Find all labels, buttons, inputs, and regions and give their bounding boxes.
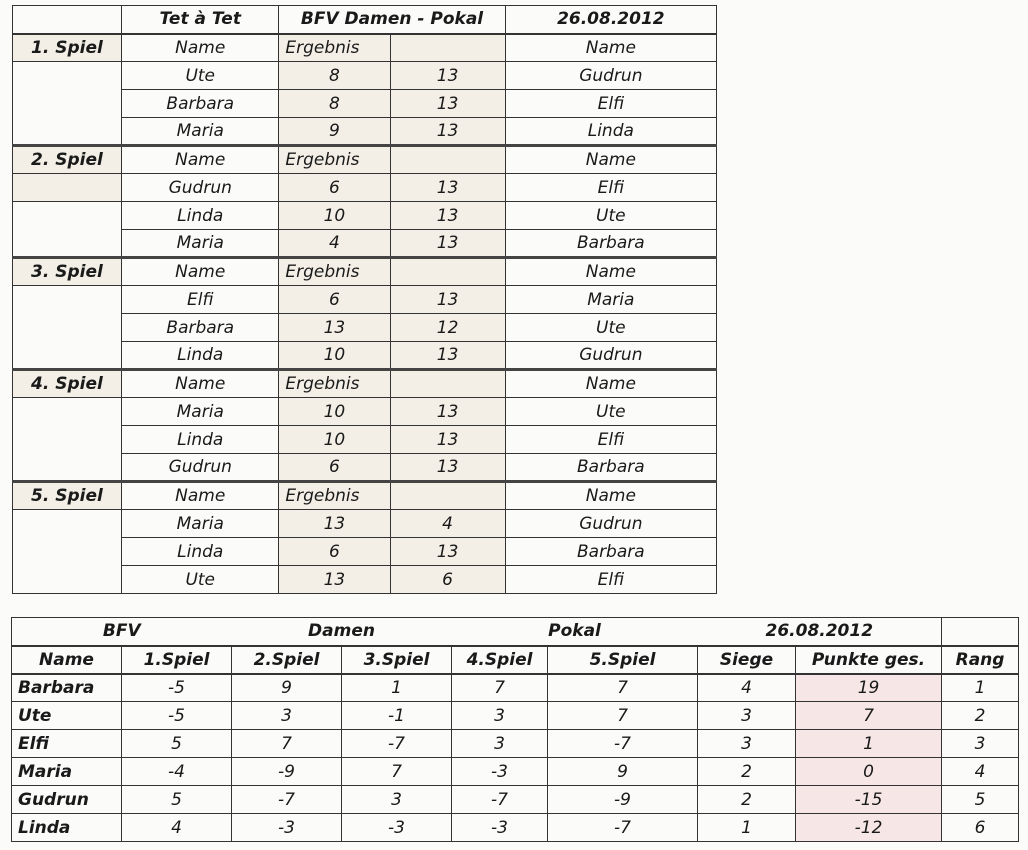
spiel-1-diff: 5 (122, 730, 232, 758)
siege: 2 (698, 786, 796, 814)
match-row (13, 118, 717, 146)
summary-title-blank (942, 618, 1019, 646)
match-row (13, 566, 717, 594)
round-blank-cell (13, 286, 122, 314)
ergebnis-header-blank (390, 146, 505, 174)
match-row (13, 398, 717, 426)
round-blank-cell (13, 174, 122, 202)
name-header: Name (122, 146, 279, 174)
summary-row (12, 786, 1019, 814)
player-b: Linda (505, 118, 716, 146)
match-row (13, 174, 717, 202)
spiel-4-diff: 7 (452, 674, 548, 702)
summary-column-header: 3.Spiel (342, 646, 452, 674)
score-a: 13 (279, 510, 390, 538)
score-b: 13 (390, 398, 505, 426)
rang: 1 (942, 674, 1019, 702)
summary-row (12, 730, 1019, 758)
round-blank-cell (13, 62, 122, 90)
ergebnis-header-blank (390, 482, 505, 510)
round-blank-cell (13, 314, 122, 342)
ergebnis-header-blank (390, 258, 505, 286)
rang: 6 (942, 814, 1019, 842)
round-blank-cell (13, 510, 122, 538)
spiel-1-diff: -4 (122, 758, 232, 786)
player-b: Elfi (505, 566, 716, 594)
player-a: Ute (122, 566, 279, 594)
score-b: 12 (390, 314, 505, 342)
player-a: Elfi (122, 286, 279, 314)
match-row (13, 454, 717, 482)
spiel-4-diff: -3 (452, 758, 548, 786)
player-b: Barbara (505, 230, 716, 258)
summary-title-bfv: BFV (12, 618, 232, 646)
summary-title-date: 26.08.2012 (698, 618, 942, 646)
player-name: Barbara (12, 674, 122, 702)
score-a: 8 (279, 62, 390, 90)
siege: 4 (698, 674, 796, 702)
punkte-gesamt: 19 (796, 674, 942, 702)
player-a: Barbara (122, 90, 279, 118)
summary-column-header: 5.Spiel (548, 646, 698, 674)
player-b: Ute (505, 202, 716, 230)
score-a: 6 (279, 174, 390, 202)
name-header: Name (122, 370, 279, 398)
spiel-2-diff: 7 (232, 730, 342, 758)
spiel-3-diff: -1 (342, 702, 452, 730)
punkte-gesamt: 7 (796, 702, 942, 730)
score-b: 13 (390, 454, 505, 482)
match-row (13, 426, 717, 454)
match-row (13, 314, 717, 342)
spiel-2-diff: 9 (232, 674, 342, 702)
player-a: Linda (122, 342, 279, 370)
match-row (13, 510, 717, 538)
siege: 2 (698, 758, 796, 786)
summary-row (12, 814, 1019, 842)
match-row (13, 538, 717, 566)
spiel-2-diff: 3 (232, 702, 342, 730)
score-b: 13 (390, 174, 505, 202)
player-b: Maria (505, 286, 716, 314)
round-blank-cell (13, 566, 122, 594)
spiel-1-diff: -5 (122, 674, 232, 702)
summary-title-row (12, 618, 1019, 646)
spiel-3-diff: 1 (342, 674, 452, 702)
score-a: 6 (279, 454, 390, 482)
siege: 3 (698, 702, 796, 730)
ergebnis-header: Ergebnis (279, 34, 390, 62)
score-a: 9 (279, 118, 390, 146)
round-header-row (13, 370, 717, 398)
punkte-gesamt: -15 (796, 786, 942, 814)
score-b: 13 (390, 118, 505, 146)
spiel-3-diff: -7 (342, 730, 452, 758)
score-b: 13 (390, 342, 505, 370)
name-header: Name (505, 258, 716, 286)
player-b: Gudrun (505, 510, 716, 538)
player-a: Maria (122, 118, 279, 146)
player-a: Barbara (122, 314, 279, 342)
score-b: 13 (390, 202, 505, 230)
punkte-gesamt: -12 (796, 814, 942, 842)
spiel-3-diff: -3 (342, 814, 452, 842)
score-a: 4 (279, 230, 390, 258)
player-a: Linda (122, 426, 279, 454)
score-b: 4 (390, 510, 505, 538)
player-b: Barbara (505, 538, 716, 566)
siege: 3 (698, 730, 796, 758)
round-blank-cell (13, 398, 122, 426)
ergebnis-header-blank (390, 34, 505, 62)
spiel-3-diff: 3 (342, 786, 452, 814)
score-a: 8 (279, 90, 390, 118)
player-name: Elfi (12, 730, 122, 758)
score-a: 10 (279, 202, 390, 230)
score-b: 13 (390, 426, 505, 454)
score-b: 13 (390, 62, 505, 90)
summary-sheet (11, 617, 1019, 842)
summary-title-pokal: Pokal (452, 618, 698, 646)
rang: 2 (942, 702, 1019, 730)
spiel-1-diff: 5 (122, 786, 232, 814)
match-row (13, 202, 717, 230)
score-a: 13 (279, 314, 390, 342)
player-b: Elfi (505, 90, 716, 118)
match-row (13, 286, 717, 314)
player-b: Elfi (505, 426, 716, 454)
ergebnis-header-blank (390, 370, 505, 398)
round-label: 1. Spiel (13, 34, 122, 62)
spiel-4-diff: 3 (452, 702, 548, 730)
round-blank-cell (13, 230, 122, 258)
spiel-4-diff: -3 (452, 814, 548, 842)
rang: 5 (942, 786, 1019, 814)
summary-column-header: Siege (698, 646, 796, 674)
score-b: 13 (390, 90, 505, 118)
spiel-4-diff: 3 (452, 730, 548, 758)
title-corner (13, 6, 122, 34)
player-b: Gudrun (505, 342, 716, 370)
sheet-title-row (13, 6, 717, 34)
player-a: Linda (122, 202, 279, 230)
player-name: Gudrun (12, 786, 122, 814)
round-blank-cell (13, 342, 122, 370)
punkte-gesamt: 1 (796, 730, 942, 758)
event-title: BFV Damen - Pokal (279, 6, 505, 34)
spiel-5-diff: 7 (548, 674, 698, 702)
match-row (13, 62, 717, 90)
summary-column-header: 2.Spiel (232, 646, 342, 674)
round-header-row (13, 34, 717, 62)
name-header: Name (505, 34, 716, 62)
player-name: Maria (12, 758, 122, 786)
round-blank-cell (13, 454, 122, 482)
summary-column-header: Punkte ges. (796, 646, 942, 674)
round-label: 2. Spiel (13, 146, 122, 174)
round-label: 5. Spiel (13, 482, 122, 510)
summary-column-header: 4.Spiel (452, 646, 548, 674)
score-a: 6 (279, 538, 390, 566)
spiel-1-diff: 4 (122, 814, 232, 842)
score-b: 13 (390, 286, 505, 314)
tet-a-tet-sheet (12, 5, 717, 594)
spiel-5-diff: -9 (548, 786, 698, 814)
name-header: Name (122, 482, 279, 510)
player-a: Maria (122, 230, 279, 258)
player-b: Ute (505, 314, 716, 342)
round-label: 3. Spiel (13, 258, 122, 286)
player-a: Gudrun (122, 174, 279, 202)
score-a: 10 (279, 398, 390, 426)
summary-row (12, 674, 1019, 702)
player-a: Maria (122, 510, 279, 538)
spiel-2-diff: -3 (232, 814, 342, 842)
summary-title-damen: Damen (232, 618, 452, 646)
spiel-2-diff: -7 (232, 786, 342, 814)
spiel-4-diff: -7 (452, 786, 548, 814)
event-date: 26.08.2012 (505, 6, 716, 34)
round-header-row (13, 482, 717, 510)
rang: 3 (942, 730, 1019, 758)
spiel-5-diff: -7 (548, 814, 698, 842)
score-b: 13 (390, 230, 505, 258)
rang: 4 (942, 758, 1019, 786)
summary-column-header: 1.Spiel (122, 646, 232, 674)
player-name: Ute (12, 702, 122, 730)
round-header-row (13, 258, 717, 286)
summary-row (12, 758, 1019, 786)
round-blank-cell (13, 118, 122, 146)
summary-column-header: Rang (942, 646, 1019, 674)
player-b: Gudrun (505, 62, 716, 90)
match-row (13, 90, 717, 118)
player-a: Ute (122, 62, 279, 90)
round-header-row (13, 146, 717, 174)
summary-row (12, 702, 1019, 730)
player-b: Elfi (505, 174, 716, 202)
ergebnis-header: Ergebnis (279, 258, 390, 286)
player-a: Linda (122, 538, 279, 566)
round-blank-cell (13, 202, 122, 230)
score-b: 6 (390, 566, 505, 594)
round-blank-cell (13, 426, 122, 454)
ergebnis-header: Ergebnis (279, 146, 390, 174)
player-b: Barbara (505, 454, 716, 482)
name-header: Name (505, 146, 716, 174)
name-header: Name (505, 482, 716, 510)
round-blank-cell (13, 90, 122, 118)
name-header: Name (505, 370, 716, 398)
score-a: 10 (279, 426, 390, 454)
score-b: 13 (390, 538, 505, 566)
round-blank-cell (13, 538, 122, 566)
player-a: Maria (122, 398, 279, 426)
player-a: Gudrun (122, 454, 279, 482)
player-b: Ute (505, 398, 716, 426)
round-label: 4. Spiel (13, 370, 122, 398)
spiel-3-diff: 7 (342, 758, 452, 786)
spiel-5-diff: -7 (548, 730, 698, 758)
siege: 1 (698, 814, 796, 842)
player-name: Linda (12, 814, 122, 842)
summary-column-header: Name (12, 646, 122, 674)
sheet-title: Tet à Tet (122, 6, 279, 34)
spiel-2-diff: -9 (232, 758, 342, 786)
match-row (13, 342, 717, 370)
score-a: 10 (279, 342, 390, 370)
match-row (13, 230, 717, 258)
name-header: Name (122, 258, 279, 286)
score-a: 13 (279, 566, 390, 594)
spiel-1-diff: -5 (122, 702, 232, 730)
spiel-5-diff: 9 (548, 758, 698, 786)
ergebnis-header: Ergebnis (279, 370, 390, 398)
spiel-5-diff: 7 (548, 702, 698, 730)
summary-header-row (12, 646, 1019, 674)
ergebnis-header: Ergebnis (279, 482, 390, 510)
name-header: Name (122, 34, 279, 62)
score-a: 6 (279, 286, 390, 314)
punkte-gesamt: 0 (796, 758, 942, 786)
